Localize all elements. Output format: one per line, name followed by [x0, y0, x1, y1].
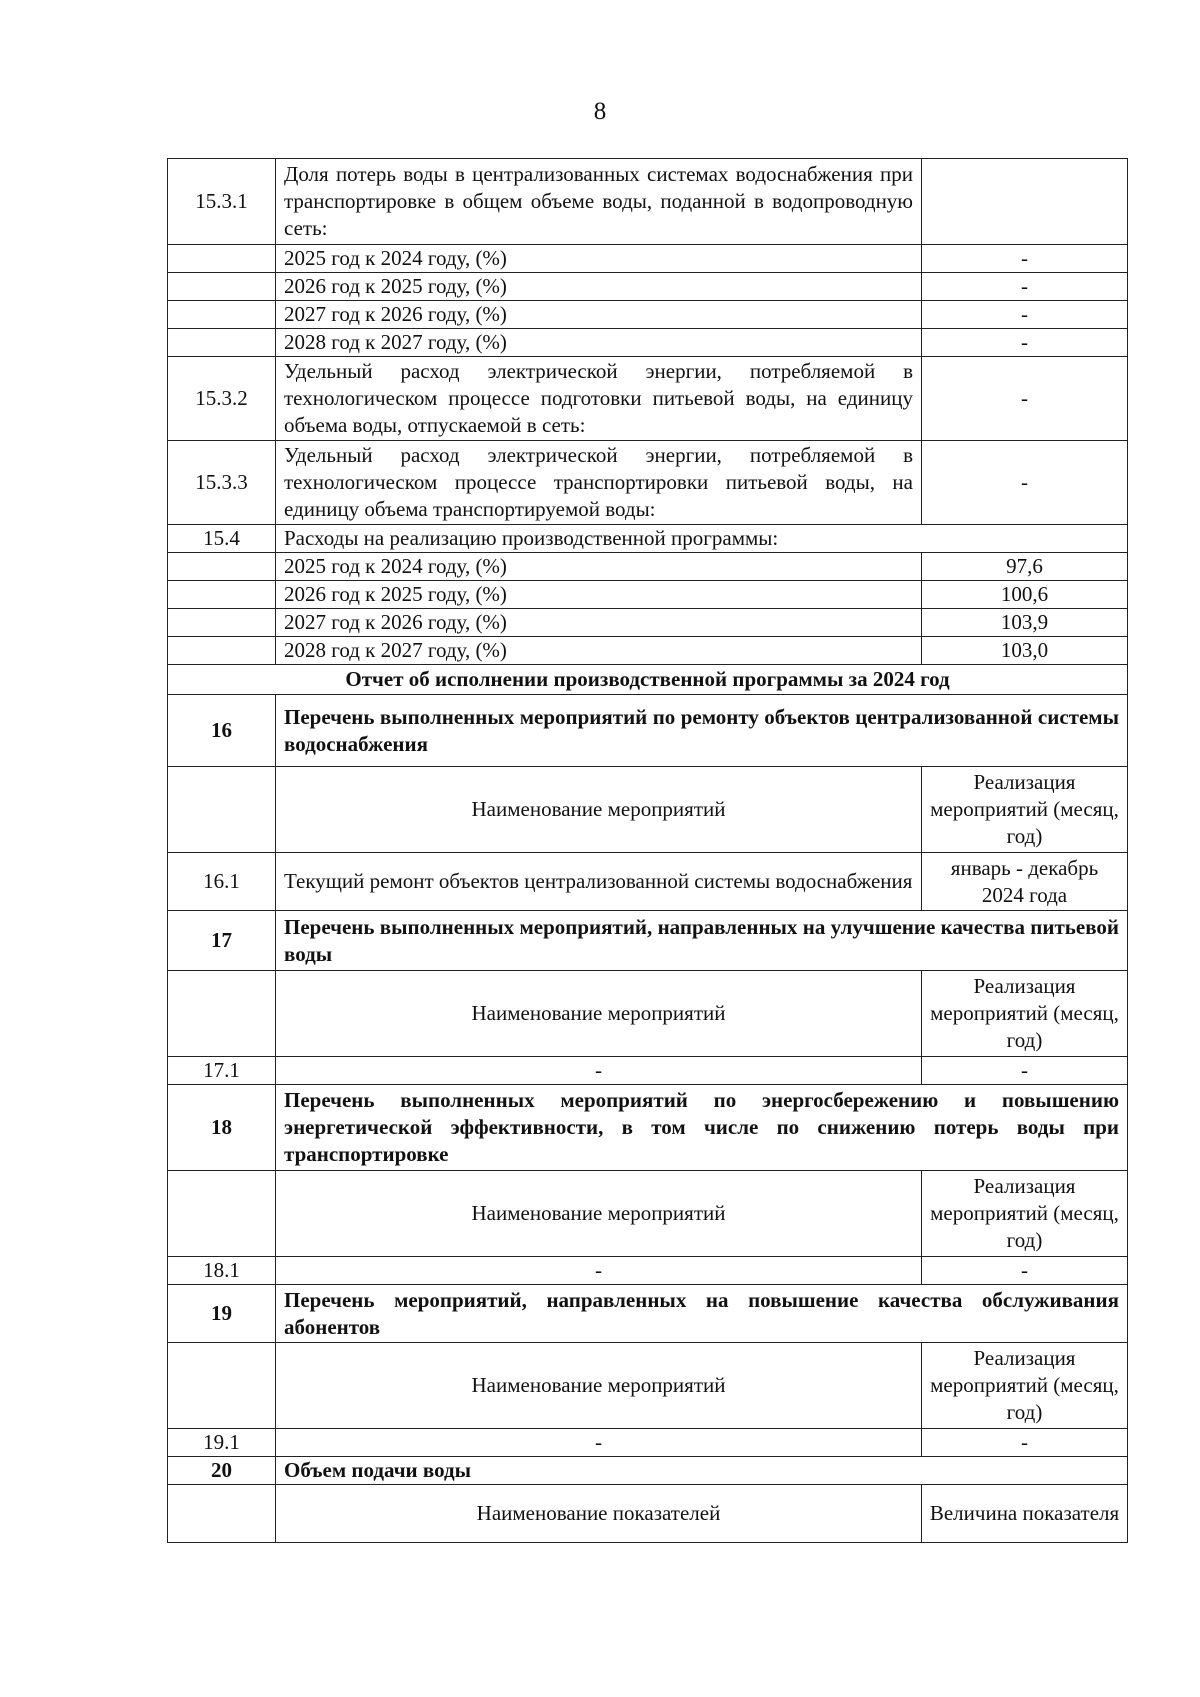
- header-row: [168, 1343, 1128, 1429]
- row-value: -: [922, 441, 1128, 525]
- row-value: -: [922, 329, 1128, 357]
- table-row: [168, 1429, 1128, 1457]
- row-value: 103,9: [922, 609, 1128, 637]
- row-number: [168, 1171, 276, 1257]
- row-number: [168, 553, 276, 581]
- row-value: 103,0: [922, 637, 1128, 665]
- section-title: Перечень выполненных мероприятий по ремонту объектов централизованной системы водоснабжения: [276, 695, 1128, 767]
- row-number: [168, 609, 276, 637]
- row-number: 17.1: [168, 1057, 276, 1085]
- row-value: -: [922, 301, 1128, 329]
- table-row: [168, 273, 1128, 301]
- table-row: [168, 357, 1128, 441]
- section-title: Объем подачи воды: [276, 1457, 1128, 1485]
- column-header-implementation: Реализация мероприятий (месяц, год): [922, 1171, 1128, 1257]
- section-title: Перечень выполненных мероприятий, направленных на улучшение качества питьевой воды: [276, 911, 1128, 971]
- row-value: -: [922, 1429, 1128, 1457]
- row-text: 2025 год к 2024 году, (%): [276, 553, 922, 581]
- table-row: [168, 159, 1128, 245]
- row-text: 2028 год к 2027 году, (%): [276, 329, 922, 357]
- table-row: [168, 1057, 1128, 1085]
- row-number: 18.1: [168, 1257, 276, 1285]
- row-value: январь - декабрь 2024 года: [922, 853, 1128, 911]
- row-number: [168, 581, 276, 609]
- column-header-implementation: Реализация мероприятий (месяц, год): [922, 971, 1128, 1057]
- row-value: [922, 159, 1128, 245]
- row-text: Удельный расход электрической энергии, потребляемой в технологическом процессе транспортировки питьевой воды, на единицу объема транспортируемой воды:: [276, 441, 922, 525]
- section-row: [168, 695, 1128, 767]
- row-text: 2026 год к 2025 году, (%): [276, 581, 922, 609]
- row-number: [168, 273, 276, 301]
- column-header-name: Наименование мероприятий: [276, 971, 922, 1057]
- table-row: [168, 637, 1128, 665]
- page-number: 8: [593, 98, 607, 125]
- table-row: [168, 581, 1128, 609]
- row-text: 2027 год к 2026 году, (%): [276, 609, 922, 637]
- row-number: [168, 1343, 276, 1429]
- table-row: [168, 609, 1128, 637]
- row-text: 2027 год к 2026 году, (%): [276, 301, 922, 329]
- row-value: -: [922, 1057, 1128, 1085]
- column-header-name: Наименование мероприятий: [276, 1343, 922, 1429]
- program-table: [167, 158, 1128, 1543]
- row-value: 97,6: [922, 553, 1128, 581]
- table-row: [168, 525, 1128, 553]
- section-number: 16: [168, 695, 276, 767]
- section-number: 20: [168, 1457, 276, 1485]
- table-row: [168, 441, 1128, 525]
- row-number: 16.1: [168, 853, 276, 911]
- row-text: Удельный расход электрической энергии, потребляемой в технологическом процессе подготовки питьевой воды, на единицу объема воды, отпускаемой в сеть:: [276, 357, 922, 441]
- row-number: 15.3.3: [168, 441, 276, 525]
- row-text: 2026 год к 2025 году, (%): [276, 273, 922, 301]
- section-row: [168, 911, 1128, 971]
- row-text: -: [276, 1429, 922, 1457]
- header-row: [168, 1171, 1128, 1257]
- header-row: [168, 971, 1128, 1057]
- row-number: 19.1: [168, 1429, 276, 1457]
- column-header-name: Наименование мероприятий: [276, 1171, 922, 1257]
- column-header-implementation: Реализация мероприятий (месяц, год): [922, 767, 1128, 853]
- table-row: [168, 301, 1128, 329]
- row-text: -: [276, 1257, 922, 1285]
- row-number: [168, 301, 276, 329]
- table-row: [168, 1257, 1128, 1285]
- column-header-implementation: Реализация мероприятий (месяц, год): [922, 1343, 1128, 1429]
- row-text: Доля потерь воды в централизованных системах водоснабжения при транспортировке в общем объеме воды, поданной в водопроводную сеть:: [276, 159, 922, 245]
- row-value: -: [922, 357, 1128, 441]
- row-text: Текущий ремонт объектов централизованной системы водоснабжения: [276, 853, 922, 911]
- row-number: [168, 245, 276, 273]
- row-number: [168, 329, 276, 357]
- row-number: 15.3.1: [168, 159, 276, 245]
- section-number: 17: [168, 911, 276, 971]
- table-row: [168, 853, 1128, 911]
- report-title: Отчет об исполнении производственной программы за 2024 год: [168, 665, 1128, 695]
- row-text: Расходы на реализацию производственной программы:: [276, 525, 1128, 553]
- section-row: [168, 1085, 1128, 1171]
- column-header-name: Наименование показателей: [276, 1485, 922, 1543]
- header-row: [168, 767, 1128, 853]
- section-title: Перечень мероприятий, направленных на повышение качества обслуживания абонентов: [276, 1285, 1128, 1343]
- section-row: [168, 1457, 1128, 1485]
- table-row: [168, 245, 1128, 273]
- row-value: 100,6: [922, 581, 1128, 609]
- row-value: -: [922, 245, 1128, 273]
- section-number: 19: [168, 1285, 276, 1343]
- section-row: [168, 1285, 1128, 1343]
- row-value: -: [922, 273, 1128, 301]
- table-row: [168, 553, 1128, 581]
- section-number: 18: [168, 1085, 276, 1171]
- header-row: [168, 1485, 1128, 1543]
- row-number: [168, 637, 276, 665]
- table-row: [168, 665, 1128, 695]
- row-value: -: [922, 1257, 1128, 1285]
- column-header-name: Наименование мероприятий: [276, 767, 922, 853]
- column-header-value: Величина показателя: [922, 1485, 1128, 1543]
- row-number: 15.3.2: [168, 357, 276, 441]
- row-number: [168, 767, 276, 853]
- row-number: 15.4: [168, 525, 276, 553]
- row-number: [168, 971, 276, 1057]
- row-text: -: [276, 1057, 922, 1085]
- table-row: [168, 329, 1128, 357]
- row-text: 2025 год к 2024 году, (%): [276, 245, 922, 273]
- row-text: 2028 год к 2027 году, (%): [276, 637, 922, 665]
- row-number: [168, 1485, 276, 1543]
- section-title: Перечень выполненных мероприятий по энергосбережению и повышению энергетической эффективности, в том числе по снижению потерь воды при транспортировке: [276, 1085, 1128, 1171]
